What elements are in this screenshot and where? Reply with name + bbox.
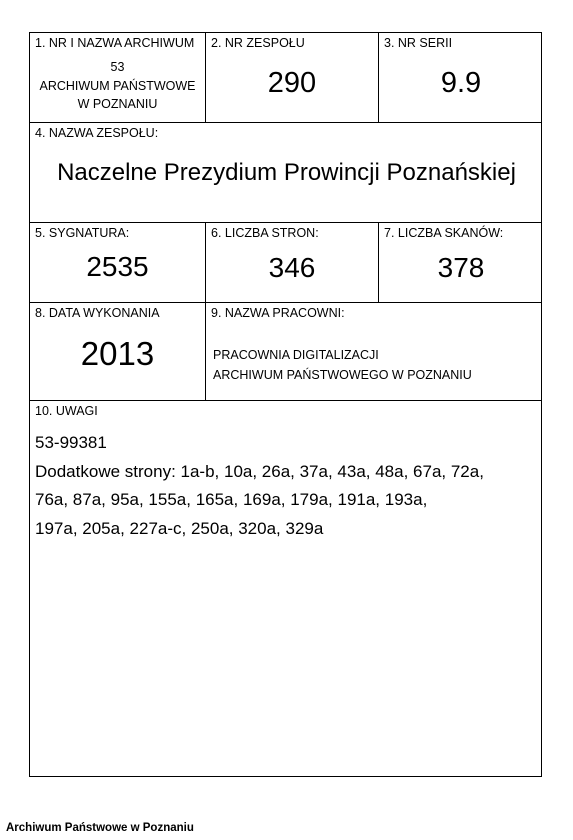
notes-line: 53-99381 [35,433,107,452]
date-cell [30,303,205,400]
series-number-label: 3. NR SERII [384,36,453,50]
archive-label: 1. NR I NAZWA ARCHIWUM [35,36,195,50]
notes-line: Dodatkowe strony: 1a-b, 10a, 26a, 37a, 43a, 48a, 67a, 72a, [35,461,484,481]
notes-cell [30,401,543,776]
series-number-value: 9.9 [440,67,482,99]
fonds-name-label: 4. NAZWA ZESPOŁU: [35,126,159,140]
date-label: 8. DATA WYKONANIA [35,306,160,320]
scan-count-value: 378 [437,252,485,283]
footer-caption: Archiwum Państwowe w Poznaniu [6,822,194,834]
workshop-cell [206,303,543,400]
scan-count-cell [379,223,543,302]
notes-line: 76a, 87a, 95a, 155a, 165a, 169a, 179a, 191a, 193a, [35,490,428,509]
notes-text [35,429,484,543]
fonds-name-cell [30,123,543,222]
signature-label: 5. SYGNATURA: [35,226,130,240]
notes-line: 197a, 205a, 227a-c, 250a, 320a, 329a [35,518,324,538]
notes-label: 10. UWAGI [35,404,98,418]
workshop-line1: PRACOWNIA DIGITALIZACJI [213,348,379,362]
signature-cell [30,223,205,302]
fonds-number-label: 2. NR ZESPOŁU [211,36,305,50]
page-count-cell [206,223,378,302]
signature-value: 2535 [86,251,149,282]
archive-name-line2: W POZNANIU [77,97,158,111]
archive-info [30,58,205,114]
scan-count-label: 7. LICZBA SKANÓW: [384,226,504,240]
page-count-value: 346 [268,252,316,283]
workshop-line2: ARCHIWUM PAŃSTWOWEGO W POZNANIU [213,367,472,382]
fonds-number-cell [206,33,378,122]
archive-number: 53 [110,60,125,74]
fonds-number-value: 290 [267,67,317,99]
fonds-name-value: Naczelne Prezydium Prowincji Poznańskiej [57,159,516,186]
archive-name-line1: ARCHIWUM PAŃSTWOWE [39,78,196,93]
page-count-label: 6. LICZBA STRON: [211,226,319,240]
series-number-cell [379,33,543,122]
workshop-name [213,346,472,385]
metrics-card [29,32,542,777]
date-value: 2013 [80,335,155,372]
archive-cell [30,33,205,122]
workshop-label: 9. NAZWA PRACOWNI: [211,306,345,320]
